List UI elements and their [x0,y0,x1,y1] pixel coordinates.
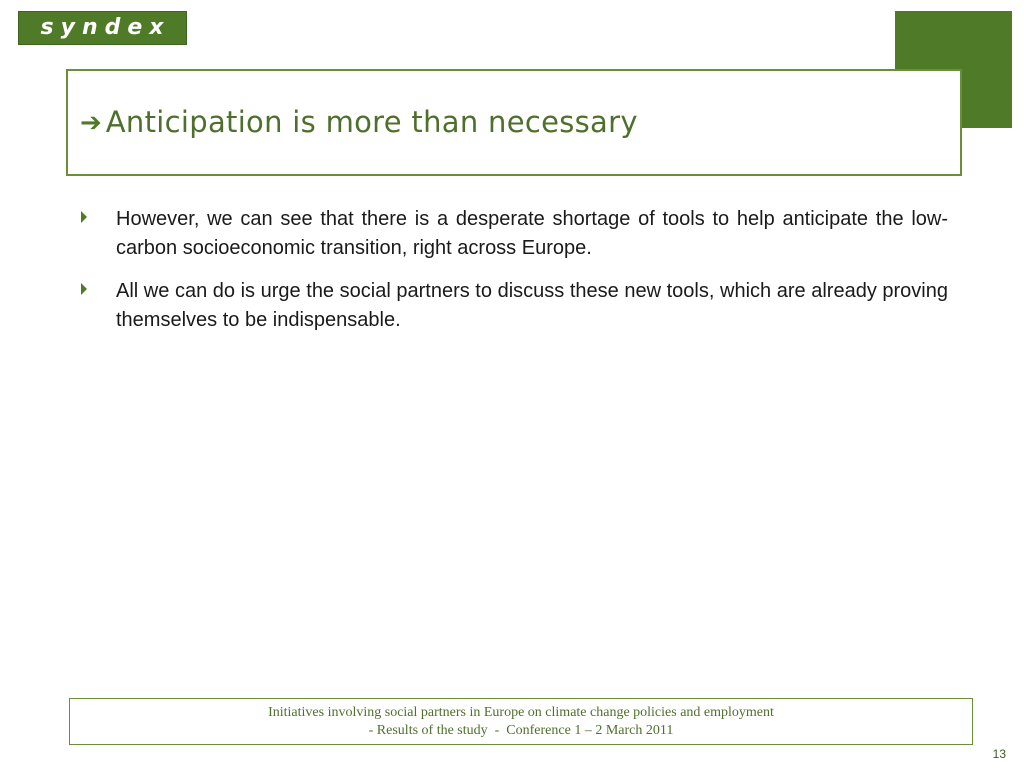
bullet-item [80,277,948,335]
logo-wordmark: syndex [40,15,171,40]
syndex-logo [18,11,187,45]
footer-box [69,698,973,745]
footer-line-1: Initiatives involving social partners in Europe on climate change policies and employment [268,704,774,720]
bullet-text: All we can do is urge the social partners to discuss these new tools, which are already proving themselves to be indispensable. [116,280,948,331]
footer-line-2: - Results of the study - Conference 1 – 2 March 2011 [368,722,674,738]
slide-title: Anticipation is more than necessary [105,104,638,139]
bullet-item [80,205,948,263]
bullet-list [80,205,948,349]
bullet-text: However, we can see that there is a desperate shortage of tools to help anticipate the low-carbon socioeconomic transition, right across Europe. [116,208,948,259]
triangle-bullet-icon [80,205,116,224]
right-arrow-icon: ➔ [80,107,102,138]
title-box [66,69,962,176]
page-number: 13 [992,747,1006,761]
triangle-bullet-icon [80,277,116,296]
